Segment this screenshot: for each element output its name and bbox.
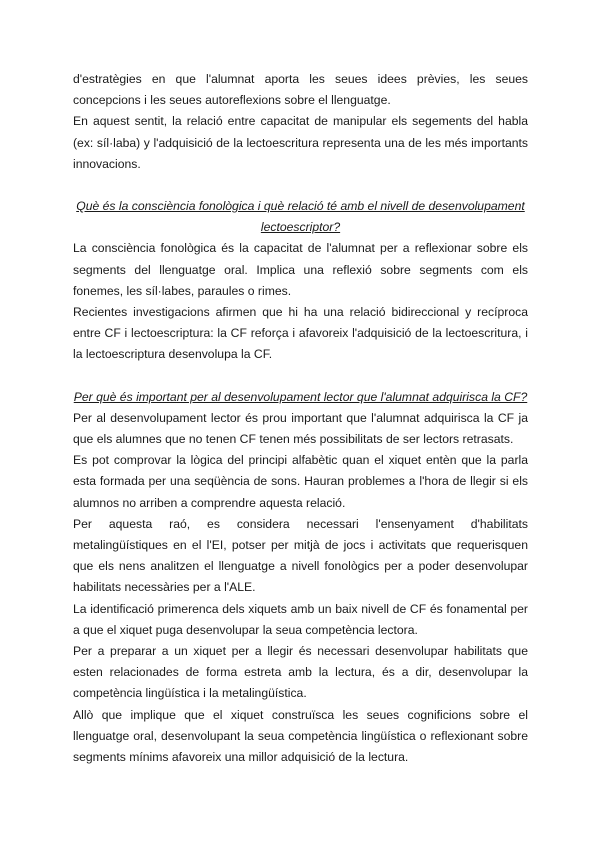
document-page <box>73 69 528 768</box>
spacer <box>73 366 528 387</box>
paragraph: En aquest sentit, la relació entre capacitat de manipular els segements del habla (ex: síl·laba) y l'adquisició de la lectoescritura representa una de les més importants innovacions. <box>73 114 528 171</box>
paragraph: Es pot comprovar la lògica del principi alfabètic quan el xiquet entèn que la parla esta formada per una seqüència de sons. Hauran problemes a l'hora de llegir si els alumnos no arriben a comprendre aquesta relació. <box>73 453 528 510</box>
section-heading: Per què és important per al desenvolupament lector que l'alumnat adquirisca la CF? <box>73 389 528 404</box>
paragraph: Recientes investigacions afirmen que hi ha una relació bidireccional y recíproca entre CF i lectoescriptura: la CF reforça i afavoreix l'adquisició de la lectoescritura, i la lectoescriptura desenvolupa la CF. <box>73 305 528 362</box>
paragraph: Per al desenvolupament lector és prou important que l'alumnat adquirisca la CF ja que els alumnes que no tenen CF tenen més possibilitats de ser lectors retrasats. <box>73 410 528 447</box>
paragraph: Per aquesta raó, es considera necessari l'ensenyament d'habilitats metalingüístiques en el l'EI, potser per mitjà de jocs i activitats que requerisquen que els nens analitzen el llenguatge a nivell fonològics per a poder desenvolupar habilitats necessàries per a l'ALE. <box>73 516 528 595</box>
paragraph: Per a preparar a un xiquet per a llegir és necessari desenvolupar habilitats que esten relacionades de forma estreta amb la lectura, és a dir, desenvolupar la competència lingüística i la metalingüística. <box>73 644 528 701</box>
paragraph: Allò que implique que el xiquet construïsca les seues cognificions sobre el llenguatge oral, desenvolupant la seua competència lingüística o reflexionant sobre segments mínims afavoreix una millor adquisició de la lectura. <box>73 707 528 765</box>
paragraph: La consciència fonològica és la capacitat de l'alumnat per a reflexionar sobre els segments del llenguatge oral. Implica una reflexió sobre segments com els fonemes, les síl·labes, paraules o rimes. <box>73 241 528 298</box>
spacer <box>73 175 528 196</box>
paragraph: d'estratègies en que l'alumnat aporta les seues idees prèvies, les seues concepcions i les seues autoreflexions sobre el llenguatge. <box>73 72 528 108</box>
paragraph: La identificació primerenca dels xiquets amb un baix nivell de CF és fonamental per a que el xiquet puga desenvolupar la seua competència lectora. <box>73 601 528 637</box>
section-heading: Què és la consciència fonològica i què relació té amb el nivell de desenvolupament lectoescriptor? <box>76 199 525 235</box>
